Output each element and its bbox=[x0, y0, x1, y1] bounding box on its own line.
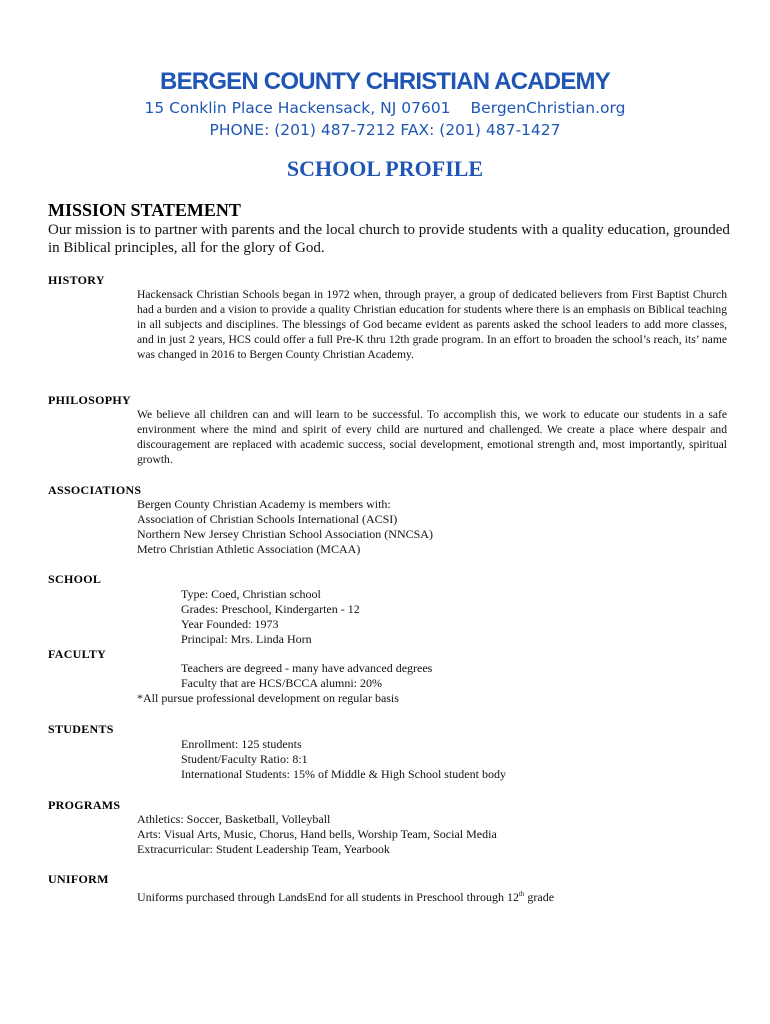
philosophy-text: We believe all children can and will learn to be successful. To accomplish this, we work to educate our students in a safe environment where the mind and spirit of every child are nurtured and challenged. We create a place where despair and discouragement are replaced with academic success, social development, emotional strength and, most importantly, spiritual growth. bbox=[137, 408, 727, 466]
faculty-label: FACULTY bbox=[48, 647, 107, 661]
school-line: Principal: Mrs. Linda Horn bbox=[181, 632, 312, 646]
school-name-heading: BERGEN COUNTY CHRISTIAN ACADEMY bbox=[160, 68, 610, 95]
faculty-line: Faculty that are HCS/BCCA alumni: 20% bbox=[181, 676, 382, 690]
associations-line: Association of Christian Schools International (ACSI) bbox=[137, 512, 398, 526]
programs-line: Extracurricular: Student Leadership Team, Yearbook bbox=[137, 842, 390, 856]
address-line bbox=[0, 99, 770, 117]
associations-label: ASSOCIATIONS bbox=[48, 483, 142, 497]
mission-text: Our mission is to partner with parents and the local church to provide students with a quality education, grounded in Biblical principles, all for the glory of God. bbox=[48, 222, 730, 256]
school-address: 15 Conklin Place Hackensack, NJ 07601 bbox=[144, 99, 451, 117]
school-line: Grades: Preschool, Kindergarten - 12 bbox=[181, 602, 360, 616]
faculty-line: *All pursue professional development on regular basis bbox=[137, 691, 399, 705]
associations-line: Bergen County Christian Academy is members with: bbox=[137, 497, 391, 511]
school-line: Year Founded: 1973 bbox=[181, 617, 279, 631]
programs-label: PROGRAMS bbox=[48, 798, 121, 812]
philosophy-label: PHILOSOPHY bbox=[48, 393, 132, 407]
school-website: BergenChristian.org bbox=[470, 99, 626, 117]
faculty-line: Teachers are degreed - many have advanced degrees bbox=[181, 661, 433, 675]
school-line: Type: Coed, Christian school bbox=[181, 587, 321, 601]
history-label: HISTORY bbox=[48, 273, 105, 287]
mission-heading: MISSION STATEMENT bbox=[48, 200, 241, 220]
uniform-text-main: Uniforms purchased through LandsEnd for all students in Preschool through 12 bbox=[137, 890, 519, 904]
phone-fax-line: PHONE: (201) 487-7212 FAX: (201) 487-1427 bbox=[209, 121, 561, 139]
school-label: SCHOOL bbox=[48, 572, 102, 586]
associations-line: Metro Christian Athletic Association (MCAA) bbox=[137, 542, 361, 556]
page-title: SCHOOL PROFILE bbox=[286, 156, 484, 181]
programs-line: Athletics: Soccer, Basketball, Volleyball bbox=[137, 812, 331, 826]
associations-line: Northern New Jersey Christian School Association (NNCSA) bbox=[137, 527, 433, 541]
uniform-text bbox=[137, 887, 554, 905]
students-line: Enrollment: 125 students bbox=[181, 737, 302, 751]
students-line: International Students: 15% of Middle & High School student body bbox=[181, 767, 506, 781]
students-line: Student/Faculty Ratio: 8:1 bbox=[181, 752, 308, 766]
students-label: STUDENTS bbox=[48, 722, 114, 736]
uniform-text-end: grade bbox=[524, 890, 555, 904]
uniform-label: UNIFORM bbox=[48, 872, 109, 886]
history-text: Hackensack Christian Schools began in 1972 when, through prayer, a group of dedicated believers from First Baptist Church had a burden and a vision to provide a quality Christian education for students where there is an emphasis on Biblical teaching in all subjects and disciplines. The blessings of God became evident as parents asked the school leaders to add more classes, and in just 2 years, HCS could offer a full Pre-K thru 12th grade program. In an effort to broaden the school’s reach, its’ name was changed in 2016 to Bergen County Christian Academy. bbox=[137, 288, 727, 361]
uniform-superscript: th bbox=[518, 890, 525, 898]
programs-line: Arts: Visual Arts, Music, Chorus, Hand bells, Worship Team, Social Media bbox=[137, 827, 497, 841]
